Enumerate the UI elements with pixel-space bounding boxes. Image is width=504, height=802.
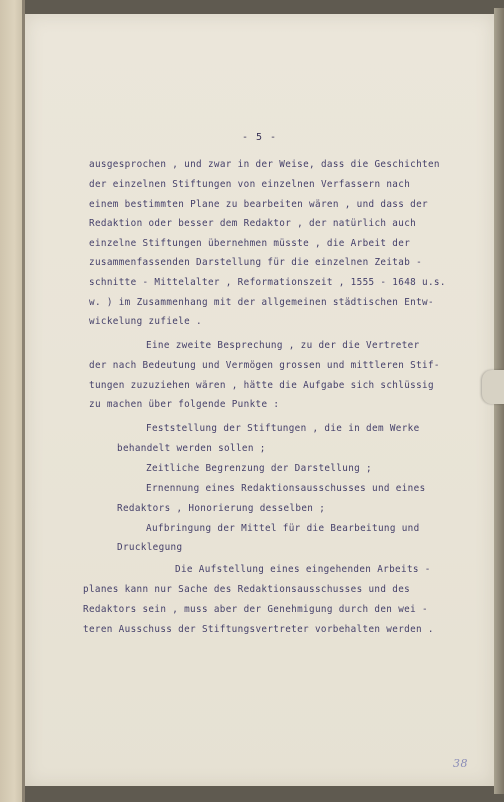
page-number: - 5 -: [241, 132, 278, 143]
text-line: Redaktors sein , muss aber der Genehmigung durch den wei -: [83, 604, 428, 615]
document-page: [25, 14, 494, 786]
adjacent-page: [0, 0, 24, 802]
text-line: Eine zweite Besprechung , zu der die Vertreter: [146, 340, 420, 351]
text-line: zusammenfassenden Darstellung für die einzelnen Zeitab -: [89, 257, 423, 268]
text-line: planes kann nur Sache des Redaktionsausschusses und des: [83, 584, 411, 595]
archive-number: 38: [453, 757, 468, 770]
text-line: einzelne Stiftungen übernehmen müsste , die Arbeit der: [89, 238, 411, 249]
list-item-text: Ernennung eines Redaktionsausschusses und eines: [146, 483, 426, 494]
text-line: teren Ausschuss der Stiftungsvertreter vorbehalten werden .: [83, 624, 434, 635]
text-line: Redaktion oder besser dem Redaktor , der natürlich auch: [89, 218, 417, 229]
list-item-text: Drucklegung: [117, 542, 183, 553]
list-item-text: Zeitliche Begrenzung der Darstellung ;: [146, 463, 372, 474]
folder-tab: [482, 370, 504, 404]
list-item-text: Redaktors , Honorierung desselben ;: [117, 503, 326, 514]
text-line: tungen zuzuziehen wären , hätte die Aufgabe sich schlüssig: [89, 380, 434, 391]
text-line: der einzelnen Stiftungen von einzelnen Verfassern nach: [89, 179, 411, 190]
text-line: zu machen über folgende Punkte :: [89, 399, 280, 410]
text-line: schnitte - Mittelalter , Reformationszeit , 1555 - 1648 u.s.: [89, 277, 446, 288]
text-line: ausgesprochen , und zwar in der Weise, dass die Geschichten: [89, 159, 440, 170]
text-line: der nach Bedeutung und Vermögen grossen und mittleren Stif-: [89, 360, 440, 371]
list-item-text: Feststellung der Stiftungen , die in dem Werke: [146, 423, 420, 434]
list-item-text: behandelt werden sollen ;: [117, 443, 266, 454]
list-item-text: Aufbringung der Mittel für die Bearbeitung und: [146, 523, 420, 534]
text-line: Die Aufstellung eines eingehenden Arbeits -: [175, 564, 431, 575]
text-line: einem bestimmten Plane zu bearbeiten wären , und dass der: [89, 199, 428, 210]
text-line: wickelung zufiele .: [89, 316, 202, 327]
text-line: w. ) im Zusammenhang mit der allgemeinen städtischen Entw-: [89, 297, 434, 308]
